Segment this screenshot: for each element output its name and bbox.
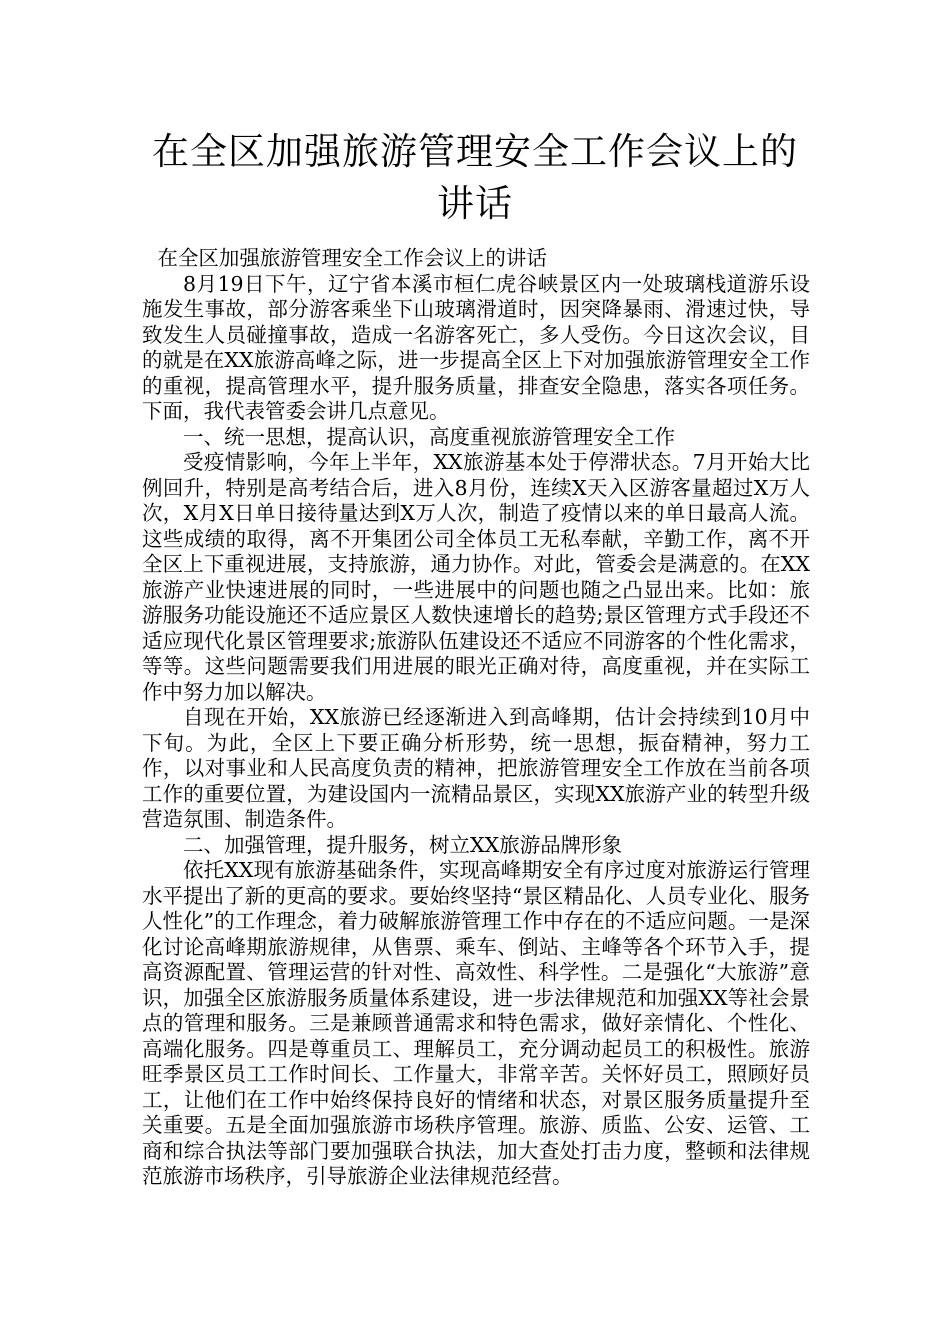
document-title: 在全区加强旅游管理安全工作会议上的讲话 <box>152 130 798 225</box>
document-subtitle: 在全区加强旅游管理安全工作会议上的讲话 <box>157 246 547 270</box>
document-body <box>142 246 810 1190</box>
body-paragraph: 受疫情影响，今年上半年，XX旅游基本处于停滞状态。7月开始大比例回升，特别是高考结合后，进入8月份，连续X天入区游客量超过X万人次，X月X日单日接待量达到X万人次，制造了疫情以来的单日最高人流。这些成绩的取得，离不开集团公司全体员工无私奉献，辛勤工作，离不开全区上下重视进展，支持旅游，通力协作。对此，管委会是满意的。在XX旅游产业快速进展的同时，一些进展中的问题也随之凸显出来。比如：旅游服务功能设施还不适应景区人数快速增长的趋势;景区管理方式手段还不适应现代化景区管理要求;旅游队伍建设还不适应不同游客的个性化需求，等等。这些问题需要我们用进展的眼光正确对待，高度重视，并在实际工作中努力加以解决。 <box>142 450 810 704</box>
body-paragraph: 自现在开始，XX旅游已经逐渐进入到高峰期，估计会持续到10月中下旬。为此，全区上下要正确分析形势，统一思想，振奋精神，努力工作，以对事业和人民高度负责的精神，把旅游管理安全工作放在当前各项工作的重要位置，为建设国内一流精品景区，实现XX旅游产业的转型升级营造氛围、制造条件。 <box>142 705 810 831</box>
section-heading-1: 一、统一思想，提高认识，高度重视旅游管理安全工作 <box>183 424 675 449</box>
body-paragraph: 依托XX现有旅游基础条件，实现高峰期安全有序过度对旅游运行管理水平提出了新的更高的要求。要始终坚持“景区精品化、人员专业化、服务人性化”的工作理念，着力破解旅游管理工作中存在的不适应问题。一是深化讨论高峰期旅游规律，从售票、乘车、倒站、主峰等各个环节入手，提高资源配置、管理运营的针对性、高效性、科学性。二是强化“大旅游”意识，加强全区旅游服务质量体系建设，进一步法律规范和加强XX等社会景点的管理和服务。三是兼顾普通需求和特色需求，做好亲情化、个性化、高端化服务。四是尊重员工、理解员工，充分调动起员工的积极性。旅游旺季景区员工工作时间长、工作量大，非常辛苦。关怀好员工，照顾好员工，让他们在工作中始终保持良好的情绪和状态，对景区服务质量提升至关重要。五是全面加强旅游市场秩序管理。旅游、质监、公安、运管、工商和综合执法等部门要加强联合执法，加大查处打击力度，整顿和法律规范旅游市场秩序，引导旅游企业法律规范经营。 <box>142 858 810 1188</box>
intro-paragraph: 8月19日下午，辽宁省本溪市桓仁虎谷峡景区内一处玻璃栈道游乐设施发生事故，部分游客乘坐下山玻璃滑道时，因突降暴雨、滑速过快，导致发生人员碰撞事故，造成一名游客死亡，多人受伤。今日这次会议，目的就是在XX旅游高峰之际，进一步提高全区上下对加强旅游管理安全工作的重视，提高管理水平，提升服务质量，排查安全隐患，落实各项任务。下面，我代表管委会讲几点意见。 <box>142 271 810 423</box>
section-heading-2: 二、加强管理，提升服务，树立XX旅游品牌形象 <box>183 832 623 857</box>
